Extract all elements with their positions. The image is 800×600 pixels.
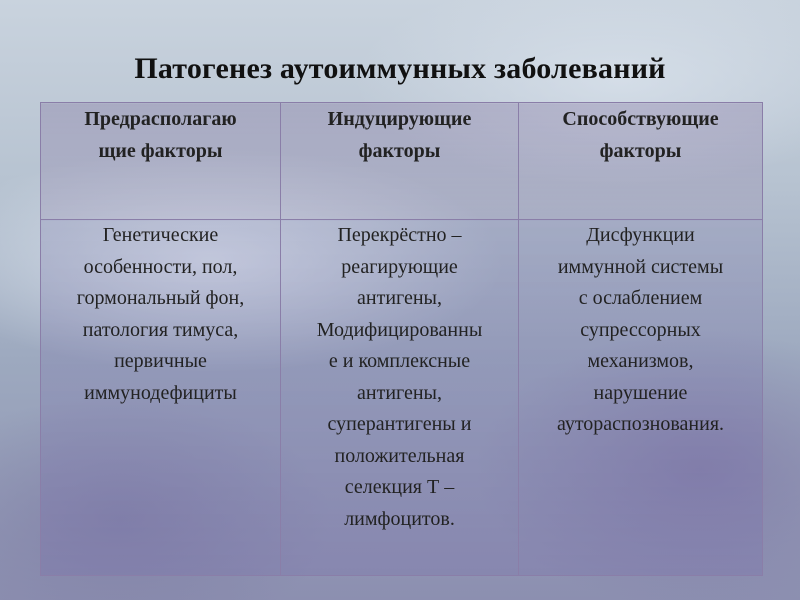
header-cell-predisposing: [41, 103, 281, 220]
cell-text-predisposing: Генетические особенности, пол, гормональный фон, патология тимуса, первичные иммунодефициты: [76, 224, 245, 404]
slide-title: Патогенез аутоиммунных заболеваний: [134, 52, 666, 85]
cell-predisposing: [41, 220, 281, 576]
factors-table: [40, 102, 763, 576]
header-cell-inducing: [281, 103, 519, 220]
table-row: [41, 220, 763, 576]
header-label-contributing: Способствующие факторы: [562, 108, 719, 162]
header-label-inducing: Индуцирующие факторы: [327, 108, 472, 162]
header-label-predisposing: Предрасполагаю щие факторы: [84, 108, 237, 162]
header-cell-contributing: [519, 103, 763, 220]
cell-text-contributing: Дисфункции иммунной системы с ослаблением супрессорных механизмов, нарушение аутораспознования.: [556, 224, 725, 435]
table-header-row: [41, 103, 763, 220]
cell-contributing: [519, 220, 763, 576]
cell-text-inducing: Перекрёстно – реагирующие антигены, Модифицированны е и комплексные антигены, суперантигены и положительная селекция Т – лимфоцитов.: [316, 224, 483, 530]
cell-inducing: [281, 220, 519, 576]
